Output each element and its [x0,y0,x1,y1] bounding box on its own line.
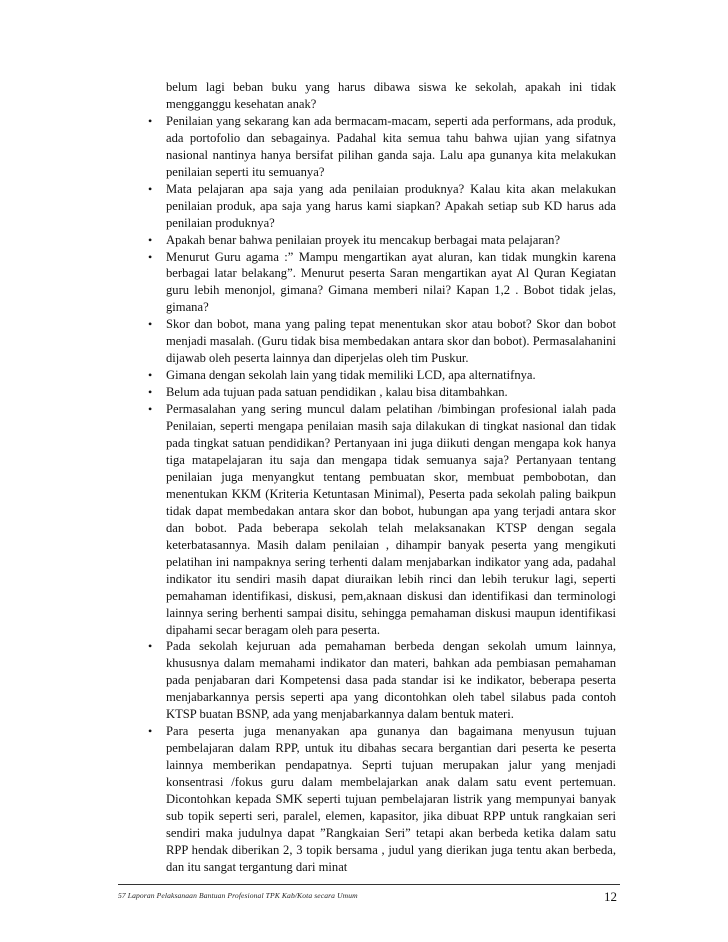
bullet-item [148,181,616,232]
bullet-item [148,638,616,723]
bullet-text: Para peserta juga menanyakan apa gunanya dan bagaimana menyusun tujuan pembelajaran dalam RPP, untuk itu dibahas secara bergantian dari peserta ke peserta lainnya memberikan pendapatnya. Seprti tujuan merupakan jalur yang menjadi konsentrasi /fokus guru dalam membelajarkan anak dalam satu event pertemuan. Dicontohkan kepada SMK seperti tujuan pembelajaran listrik yang mempunyai banyak sub topik seperti seri, paralel, elemen, kapasitor, jika dibuat RPP untuk rangkaian seri sendiri maka judulnya dapat ”Rangkaian Seri” tetapi akan berbeda ketika dalam satu RPP hendak diberikan 2, 3 topik bersama , judul yang dierikan juga tentu akan berbeda, dan itu sangat tergantung dari minat [166,724,616,874]
paragraph-continuation [166,79,616,113]
bullet-icon: • [148,232,153,247]
bullet-icon: • [148,385,153,400]
footer-divider [118,884,620,885]
bullet-icon: • [148,639,153,654]
bullet-icon: • [148,113,153,128]
bullet-icon: • [148,368,153,383]
bullet-item [148,367,616,384]
footer-title: 57 Laporan Pelaksanaan Bantuan Profesional TPK Kab/Kota secara Umum [118,891,358,900]
bullet-icon: • [148,402,153,417]
bullet-text: Belum ada tujuan pada satuan pendidikan , kalau bisa ditambahkan. [166,385,508,400]
bullet-item [148,113,616,181]
bullet-text: Menurut Guru agama :” Mampu mengartikan ayat aluran, kan tidak mungkin karena berbagai latar belakang”. Menurut peserta Saran mengartikan ayat Al Quran Kegiatan guru lebih menonjol, gimana? Gimana memberi nilai? Kapan 1,2 . Bobot tidak jelas, gimana? [166,249,616,315]
bullet-text: Skor dan bobot, mana yang paling tepat menentukan skor atau bobot? Skor dan bobot menjadi masalah. (Guru tidak bisa membedakan antara skor dan bobot). Permasalahanini dijawab oleh peserta lainnya dan diperjelas oleh tim Puskur. [166,317,616,366]
paragraph-text: belum lagi beban buku yang harus dibawa siswa ke sekolah, apakah ini tidak mengganggu kesehatan anak? [166,80,616,111]
bullet-item [148,316,616,367]
bullet-icon: • [148,249,153,264]
bullet-text: Permasalahan yang sering muncul dalam pelatihan /bimbingan profesional ialah pada Penilaian, seperti mengapa penilaian masih saja dilakukan di tingkat nasional dan tidak pada tingkat satuan pendidikan? Pertanyaan ini juga diikuti dengan mengapa kok hanya tiga matapelajaran itu saja dan mengapa tidak semuanya saja? Pertanyaan tentang penilaian juga menyangkut tentang pembuatan skor, membuat pembobotan, dan menentukan KKM (Kriteria Ketuntasan Minimal), Peserta pada sekolah paling baikpun tidak dapat membedakan antara skor dan bobot, hubungan apa yang terjadi antara skor dan bobot. Pada beberapa sekolah telah melaksanakan KTSP dengan segala keterbatasannya. Masih dalam penilaian , dihampir banyak peserta yang mengikuti pelatihan ini nampaknya sering terhenti dalam menjabarkan indikator yang ada, padahal indikator itu sendiri masih dapat diuraikan lebih rinci dan lebih terukur lagi, seperti pemahaman identifikasi, diskusi, pem,aknaan diskusi dan identifikasi dan terminologi lainnya sering berhenti sampai disitu, sehingga pemahaman diskusi maupun identifikasi dipahami secar beragam oleh para peserta. [166,402,616,637]
bullet-item [148,723,616,876]
bullet-item [148,384,616,401]
bullet-icon: • [148,181,153,196]
bullet-item [148,249,616,317]
bullet-item [148,401,616,638]
document-body [148,79,616,876]
bullet-icon: • [148,724,153,739]
bullet-text: Apakah benar bahwa penilaian proyek itu mencakup berbagai mata pelajaran? [166,232,561,247]
bullet-text: Pada sekolah kejuruan ada pemahaman berbeda dengan sekolah umum lainnya, khususnya dalam memahami indikator dan materi, bahkan ada pembiasan pemahaman pada penjabaran dari Kompetensi dasa pada standar isi ke indikator, beberapa peserta menjabarkannya persis seperti apa yang dicontohkan oleh tabel silabus pada contoh KTSP buatan BSNP, ada yang menjabarkannya dalam bentuk materi. [166,639,616,722]
page-number: 12 [604,889,617,904]
bullet-text: Mata pelajaran apa saja yang ada penilaian produknya? Kalau kita akan melakukan penilaian produk, apa saja yang harus kami siapkan? Apakah setiap sub KD harus ada penilaian produknya? [166,181,616,230]
bullet-item [148,232,616,249]
bullet-icon: • [148,317,153,332]
bullet-text: Penilaian yang sekarang kan ada bermacam-macam, seperti ada performans, ada produk, ada portofolio dan sebagainya. Padahal kita semua tahu bahwa ujian yang sifatnya nasional nantinya hanya bersifat pilihan ganda saja. Lalu apa gunanya kita melakukan penilaian seperti itu semuanya? [166,113,616,179]
bullet-text: Gimana dengan sekolah lain yang tidak memiliki LCD, apa alternatifnya. [166,368,536,383]
